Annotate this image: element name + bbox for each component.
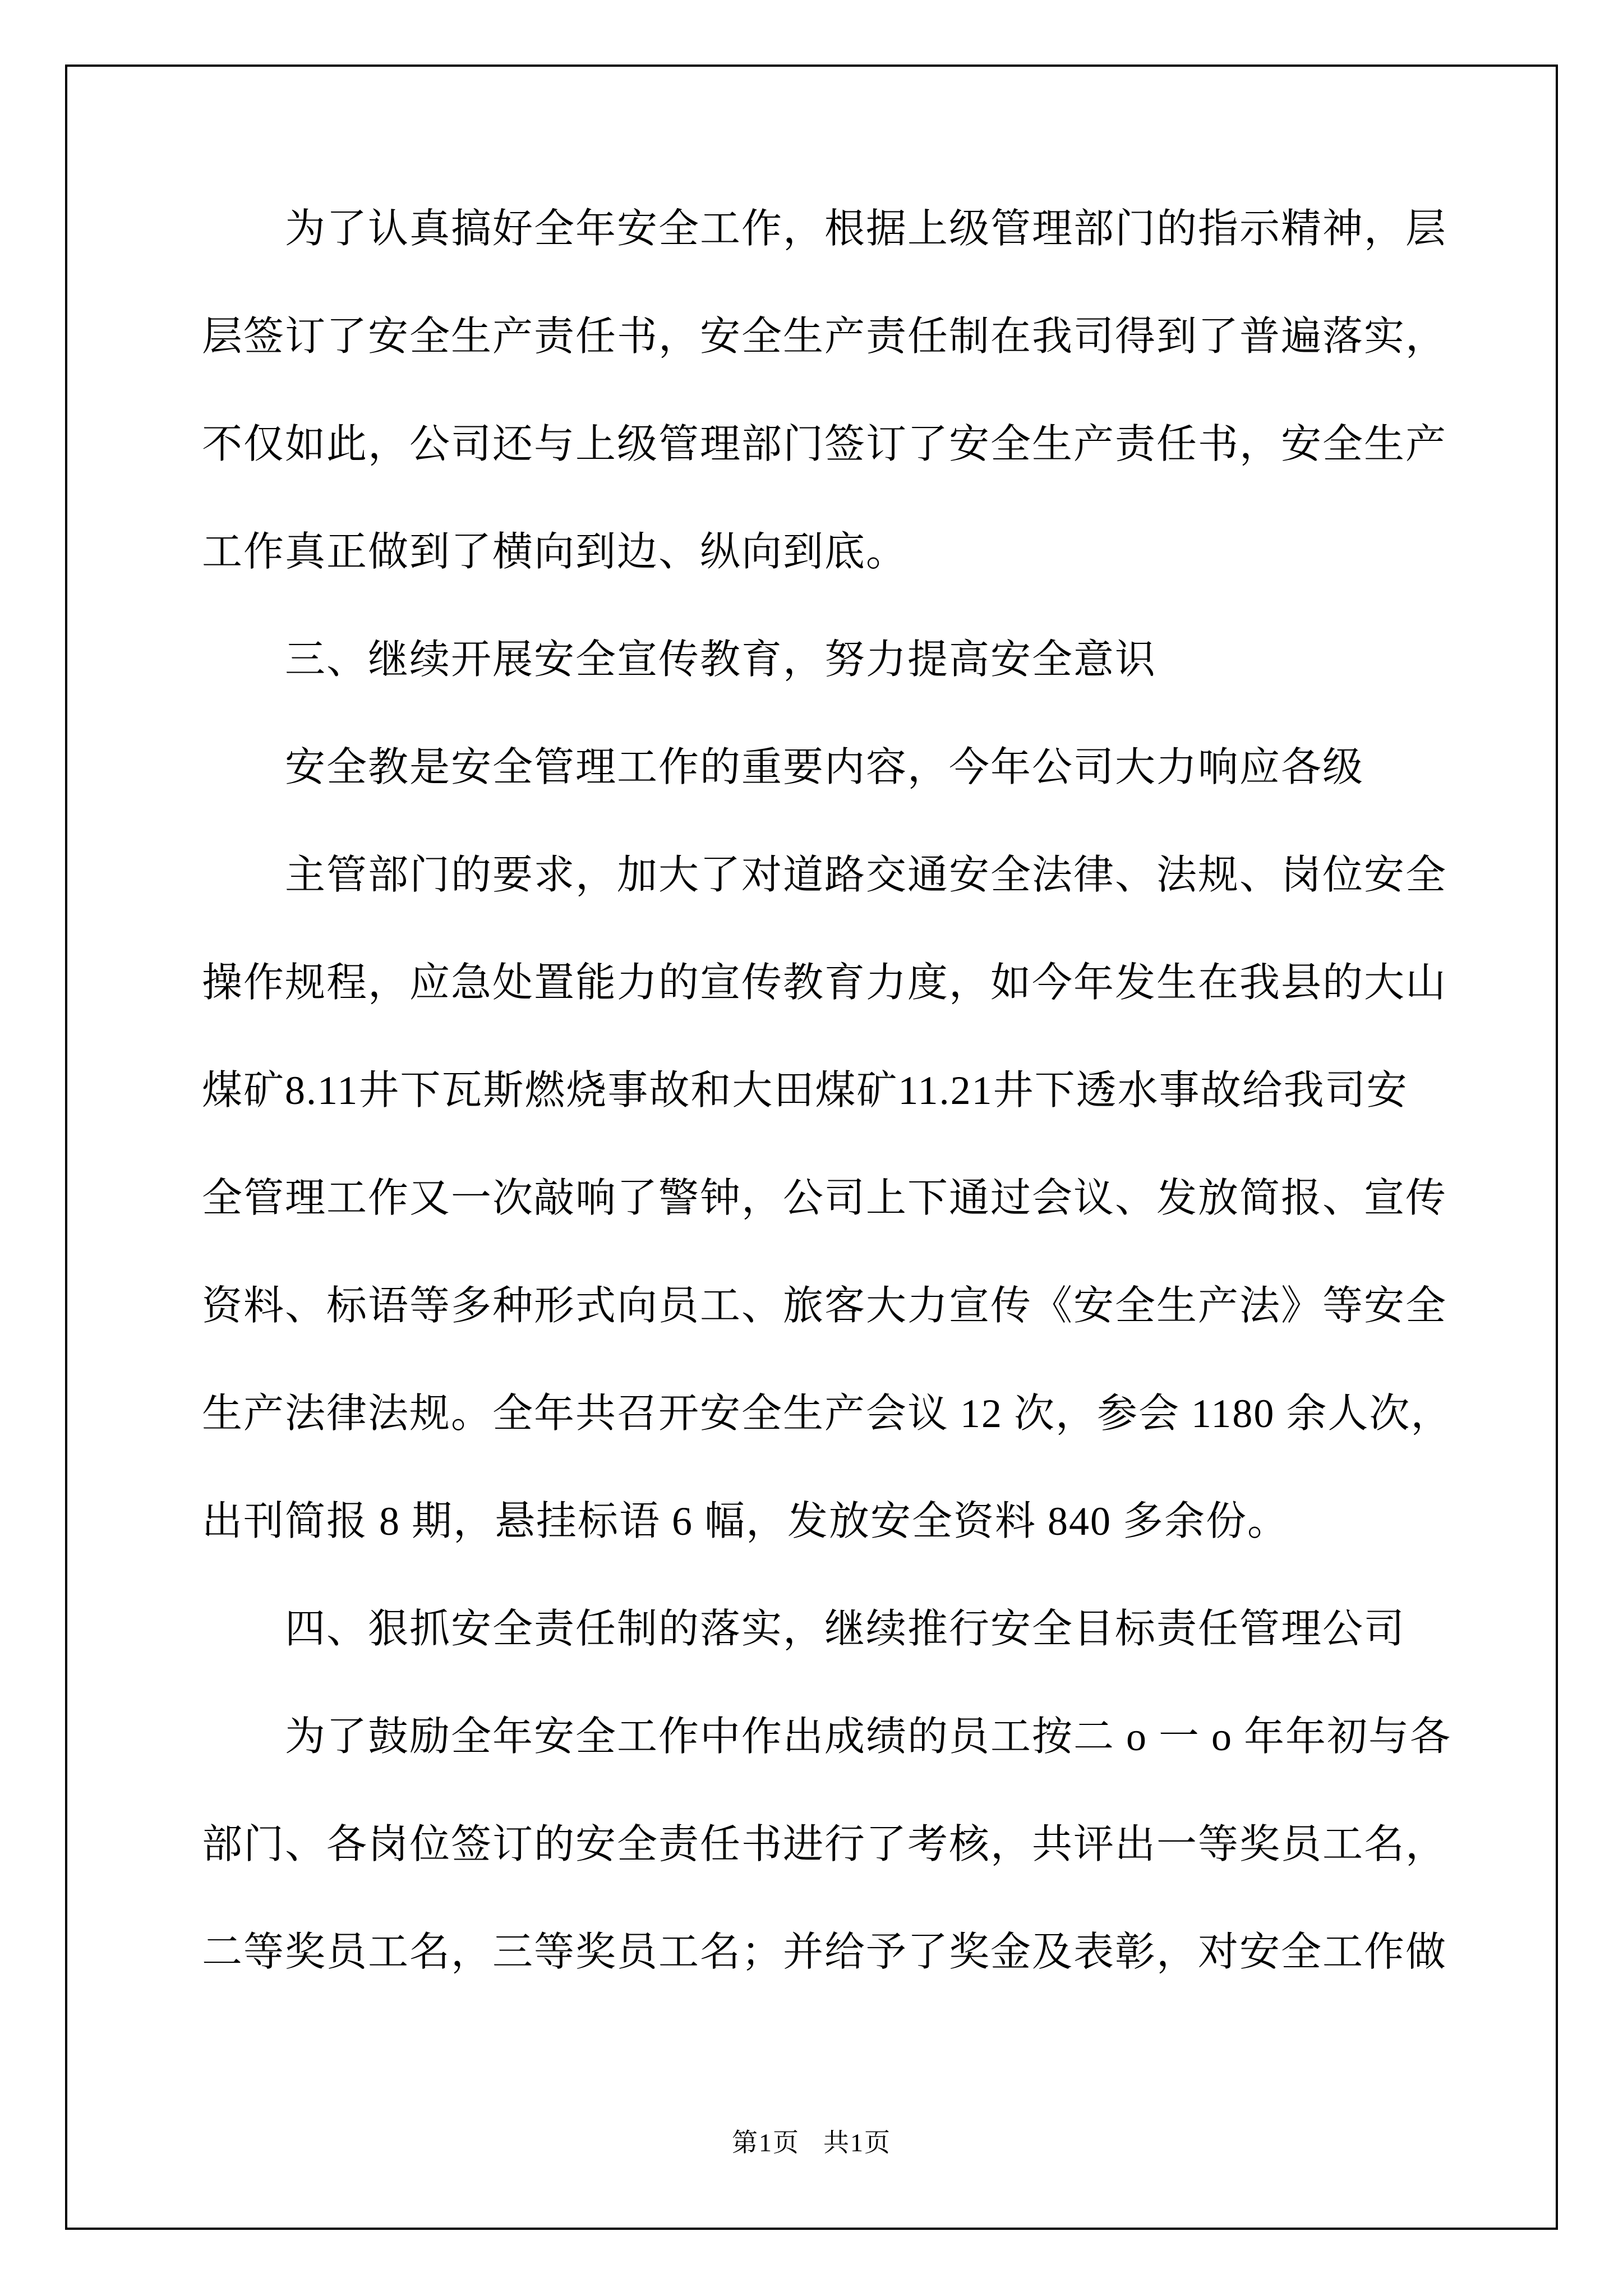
page-number-current: 第1页 <box>732 2128 800 2157</box>
text-line: 全管理工作又一次敲响了警钟，公司上下通过会议、发放简报、宣传 <box>202 1176 1447 1221</box>
text-line: 部门、各岗位签订的安全责任书进行了考核，共评出一等奖员工名， <box>202 1822 1447 1867</box>
text-line: 三、继续开展安全宣传教育，努力提高安全意识 <box>285 637 1157 682</box>
text-line: 生产法律法规。全年共召开安全生产会议 12 次，参会 1180 余人次， <box>202 1391 1453 1436</box>
page-number-total: 共1页 <box>823 2128 891 2157</box>
text-line: 资料、标语等多种形式向员工、旅客大力宣传《安全生产法》等安全 <box>202 1283 1447 1328</box>
text-line: 煤矿8.11井下瓦斯燃烧事故和大田煤矿11.21井下透水事故给我司安 <box>202 1068 1408 1113</box>
text-line: 层签订了安全生产责任书，安全生产责任制在我司得到了普遍落实， <box>202 314 1447 359</box>
text-line: 为了认真搞好全年安全工作，根据上级管理部门的指示精神，层 <box>285 206 1447 251</box>
page-footer <box>0 2119 1623 2166</box>
text-line: 为了鼓励全年安全工作中作出成绩的员工按二 o 一 o 年年初与各 <box>285 1714 1452 1759</box>
text-line: 工作真正做到了横向到边、纵向到底。 <box>202 530 908 574</box>
text-line: 主管部门的要求，加大了对道路交通安全法律、法规、岗位安全 <box>285 853 1447 898</box>
text-line: 安全教是安全管理工作的重要内容，今年公司大力响应各级 <box>285 745 1364 790</box>
document-body <box>202 175 1458 2006</box>
text-line: 不仅如此，公司还与上级管理部门签订了安全生产责任书，安全生产 <box>202 422 1447 467</box>
text-line: 四、狠抓安全责任制的落实，继续推行安全目标责任管理公司 <box>285 1607 1406 1651</box>
text-line: 出刊简报 8 期，悬挂标语 6 幅，发放安全资料 840 多余份。 <box>202 1499 1289 1544</box>
text-line: 操作规程，应急处置能力的宣传教育力度，如今年发生在我县的大山 <box>202 960 1447 1005</box>
text-line: 二等奖员工名，三等奖员工名；并给予了奖金及表彰，对安全工作做 <box>202 1930 1447 1975</box>
